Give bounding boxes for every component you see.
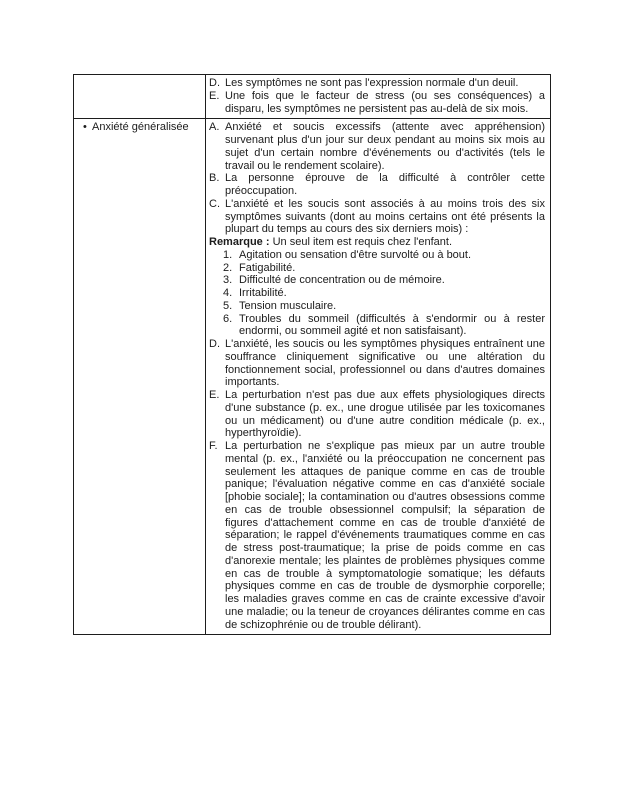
criterion-item: [209, 172, 545, 198]
item-text: Agitation ou sensation d'être survolté ou à bout.: [239, 248, 472, 261]
item-marker: 1.: [223, 248, 233, 261]
symptom-item: [223, 313, 545, 339]
item-marker: 3.: [223, 274, 233, 287]
criteria-items-cell: [206, 119, 551, 635]
item-text: La personne éprouve de la difficulté à contrôler cette préoccupation.: [225, 172, 545, 197]
criteria-table: [73, 74, 551, 635]
item-marker: F.: [209, 440, 218, 452]
symptom-item: [223, 300, 545, 313]
remark-text: Un seul item est requis chez l'enfant.: [272, 236, 453, 248]
item-marker: 5.: [223, 299, 233, 312]
symptom-item: [223, 274, 545, 287]
item-text: Fatigabilité.: [239, 261, 296, 274]
remark-label: Remarque :: [209, 236, 270, 248]
item-text: Tension musculaire.: [239, 299, 337, 312]
remark-note: [209, 236, 545, 249]
item-marker: 4.: [223, 287, 233, 299]
item-marker: C.: [209, 197, 220, 210]
criterion-item: [209, 121, 545, 172]
item-marker: E.: [209, 389, 220, 401]
criterion-item: [209, 440, 545, 631]
criterion-item: [209, 90, 545, 116]
item-text: Difficulté de concentration ou de mémoire.: [239, 274, 445, 287]
item-marker: 6.: [223, 312, 233, 325]
bullet-icon: •: [83, 121, 87, 134]
symptom-item: [223, 262, 545, 275]
item-text: L'anxiété et les soucis sont associés à au moins trois des six symptômes suivants (dont au moins certains ont été présents la plupart du temps au cours des six derniers mois) :: [225, 197, 545, 236]
symptom-item: [223, 249, 545, 262]
table-row: [74, 75, 551, 119]
symptom-item: [223, 287, 545, 300]
criterion-item: [209, 77, 545, 90]
item-text: Anxiété et soucis excessifs (attente avec appréhension) survenant plus d'un jour sur deux pendant au moins six mois au sujet d'un certain nombre d'événements ou d'activités (tels le travail ou le rendement scolaire).: [225, 121, 545, 172]
disorder-label-wrap: [83, 121, 201, 134]
item-text: Troubles du sommeil (difficultés à s'endormir ou à rester endormi, ou sommeil agité et non satisfaisant).: [239, 312, 545, 338]
table-row: [74, 119, 551, 635]
criterion-item: [209, 198, 545, 236]
disorder-label-cell: [74, 119, 206, 635]
item-text: L'anxiété, les soucis ou les symptômes physiques entraînent une souffrance cliniquement significative ou une altération du fonctionnement social, professionnel ou dans d'autres domaines importants.: [225, 338, 545, 389]
item-text: La perturbation n'est pas due aux effets physiologiques directs d'une substance (p. ex., une drogue utilisée par les toxicomanes ou un médicament) ou d'une autre condition médicale (p. ex., hyperthyroïdie).: [225, 389, 545, 440]
item-text: La perturbation ne s'explique pas mieux par un autre trouble mental (p. ex., l'anxiété ou la préoccupation ne concernent pas seulement les attaques de panique comme en cas de trouble panique; l'évaluation négative comme en cas d'anxiété sociale [phobie sociale]; la contamination ou d'autres obsessions comme en cas de trouble obsessionnel compulsif; la séparation de figures d'attachement comme en cas de trouble d'anxiété de séparation; le rappel d'événements traumatiques comme en cas de stress post-traumatique; la prise de poids comme en cas d'anorexie mentale; les plaintes de problèmes physiques comme en cas de trouble à symptomatologie somatique; les défauts physiques comme en cas de trouble de dysmorphie corporelle; les maladies graves comme en cas de crainte excessive d'avoir une maladie; ou la teneur de croyances délirantes comme en cas de schizophrénie ou de trouble délirant).: [225, 440, 545, 631]
disorder-label: Anxiété généralisée: [92, 121, 189, 134]
item-text: Irritabilité.: [239, 287, 287, 299]
criterion-item: [209, 389, 545, 440]
item-marker: E.: [209, 89, 220, 102]
item-marker: A.: [209, 121, 220, 134]
criteria-items-cell: [206, 75, 551, 119]
item-text: Une fois que le facteur de stress (ou ses conséquences) a disparu, les symptômes ne persistent pas au-delà de six mois.: [225, 89, 545, 115]
item-marker: D.: [209, 77, 220, 89]
disorder-label-cell: [74, 75, 206, 119]
item-marker: 2.: [223, 261, 233, 274]
item-text: Les symptômes ne sont pas l'expression normale d'un deuil.: [225, 77, 519, 89]
criterion-item: [209, 338, 545, 389]
item-marker: B.: [209, 172, 220, 185]
item-marker: D.: [209, 338, 220, 350]
criteria-table-body: [74, 75, 551, 635]
